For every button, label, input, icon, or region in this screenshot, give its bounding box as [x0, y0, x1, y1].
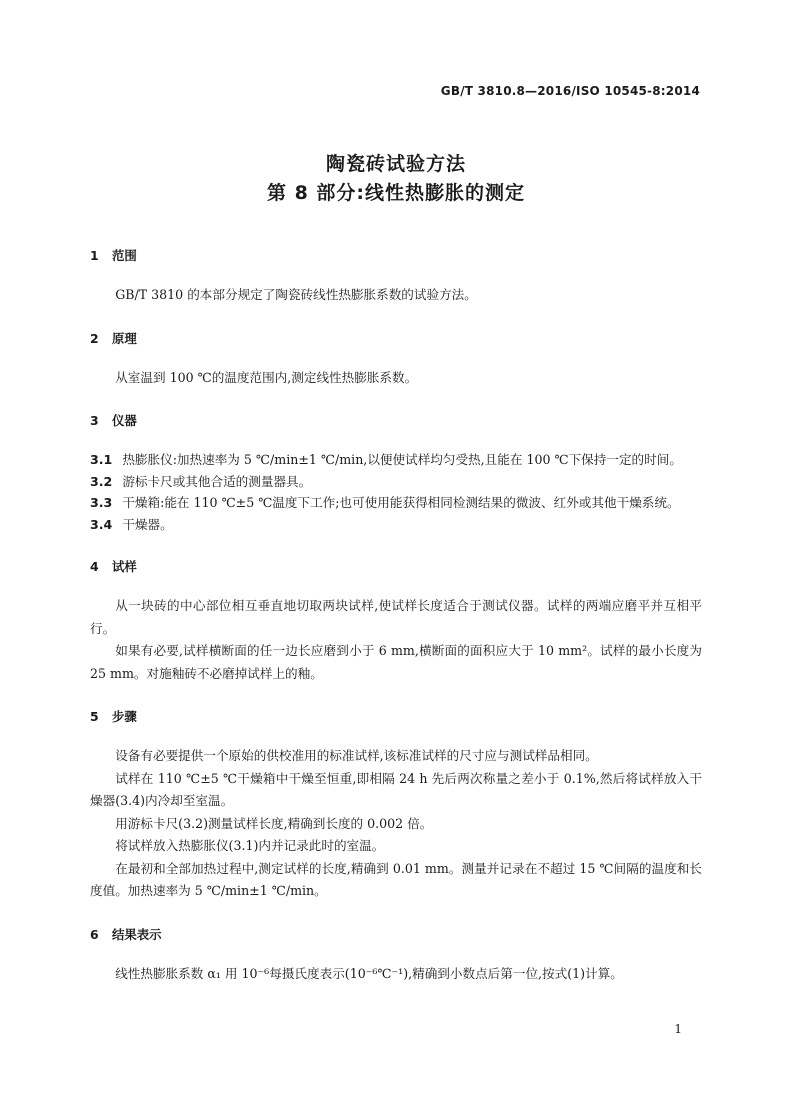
title-line-2: 第 8 部分:线性热膨胀的测定	[266, 182, 526, 204]
paragraph: GB/T 3810 的本部分规定了陶瓷砖线性热膨胀系数的试验方法。	[115, 287, 477, 302]
section-heading-results	[90, 923, 702, 947]
section-heading-principle	[90, 327, 702, 351]
standard-code: GB/T 3810.8—2016/ISO 10545-8:2014	[440, 84, 700, 98]
section-number: 1	[90, 248, 99, 263]
paragraph: 如果有必要,试样横断面的任一边长应磨到小于 6 mm,横断面的面积应大于 10 mm²。试样的最小长度为 25 mm。对施釉砖不必磨掉试样上的釉。	[90, 643, 702, 681]
section-title: 范围	[112, 248, 137, 263]
item-number: 3.1	[90, 452, 113, 467]
document-title	[0, 150, 792, 208]
paragraph: 用游标卡尺(3.2)测量试样长度,精确到长度的 0.002 倍。	[115, 815, 433, 831]
section-number: 6	[90, 926, 99, 942]
paragraph: 将试样放入热膨胀仪(3.1)内并记录此时的室温。	[115, 838, 385, 854]
title-line-1: 陶瓷砖试验方法	[325, 153, 466, 175]
section-heading-apparatus	[90, 409, 702, 433]
item-number: 3.4	[90, 516, 113, 532]
paragraph: 线性热膨胀系数 α₁ 用 10⁻⁶每摄氏度表示(10⁻⁶℃⁻¹),精确到小数点后第一位,按式(1)计算。	[115, 965, 623, 981]
item-text: 游标卡尺或其他合适的测量器具。	[122, 473, 312, 489]
paragraph: 试样在 110 ℃±5 ℃干燥箱中干燥至恒重,即相隔 24 h 先后两次称量之差小于 0.1%,然后将试样放入干燥器(3.4)内冷却至室温。	[90, 770, 702, 809]
list-item	[90, 514, 702, 536]
paragraph: 从一块砖的中心部位相互垂直地切取两块试样,使试样长度适合于测试仪器。试样的两端应磨平并互相平行。	[90, 598, 702, 636]
section-number: 3	[90, 413, 99, 428]
item-number: 3.2	[90, 473, 113, 489]
list-item	[90, 471, 702, 493]
section-title: 步骤	[112, 709, 137, 725]
section-title: 结果表示	[112, 926, 162, 942]
item-number: 3.3	[90, 495, 113, 511]
item-text: 干燥箱:能在 110 ℃±5 ℃温度下工作;也可使用能获得相同检测结果的微波、红外或其他干燥系统。	[122, 495, 680, 511]
paragraph: 在最初和全部加热过程中,测定试样的长度,精确到 0.01 mm。测量并记录在不超过 15 ℃间隔的温度和长度值。加热速率为 5 ℃/min±1 ℃/min。	[90, 860, 702, 899]
section-number: 2	[90, 330, 99, 346]
section-heading-procedure	[90, 705, 702, 729]
item-text: 热膨胀仪:加热速率为 5 ℃/min±1 ℃/min,以便使试样均匀受热,且能在 100 ℃下保持一定的时间。	[122, 452, 682, 467]
list-item	[90, 449, 702, 471]
list-item	[90, 492, 702, 514]
section-title: 试样	[112, 559, 137, 575]
document-body	[90, 244, 702, 985]
section-heading-scope	[90, 244, 702, 268]
section-number: 5	[90, 709, 99, 725]
paragraph: 设备有必要提供一个原始的供校准用的标准试样,该标准试样的尺寸应与测试样品相同。	[115, 748, 598, 764]
section-number: 4	[90, 559, 99, 575]
page-number: 1	[674, 1022, 682, 1036]
section-title: 仪器	[112, 413, 137, 428]
section-heading-specimens	[90, 555, 702, 579]
paragraph: 从室温到 100 ℃的温度范围内,测定线性热膨胀系数。	[115, 369, 418, 385]
section-title: 原理	[112, 330, 137, 346]
item-text: 干燥器。	[122, 516, 173, 532]
